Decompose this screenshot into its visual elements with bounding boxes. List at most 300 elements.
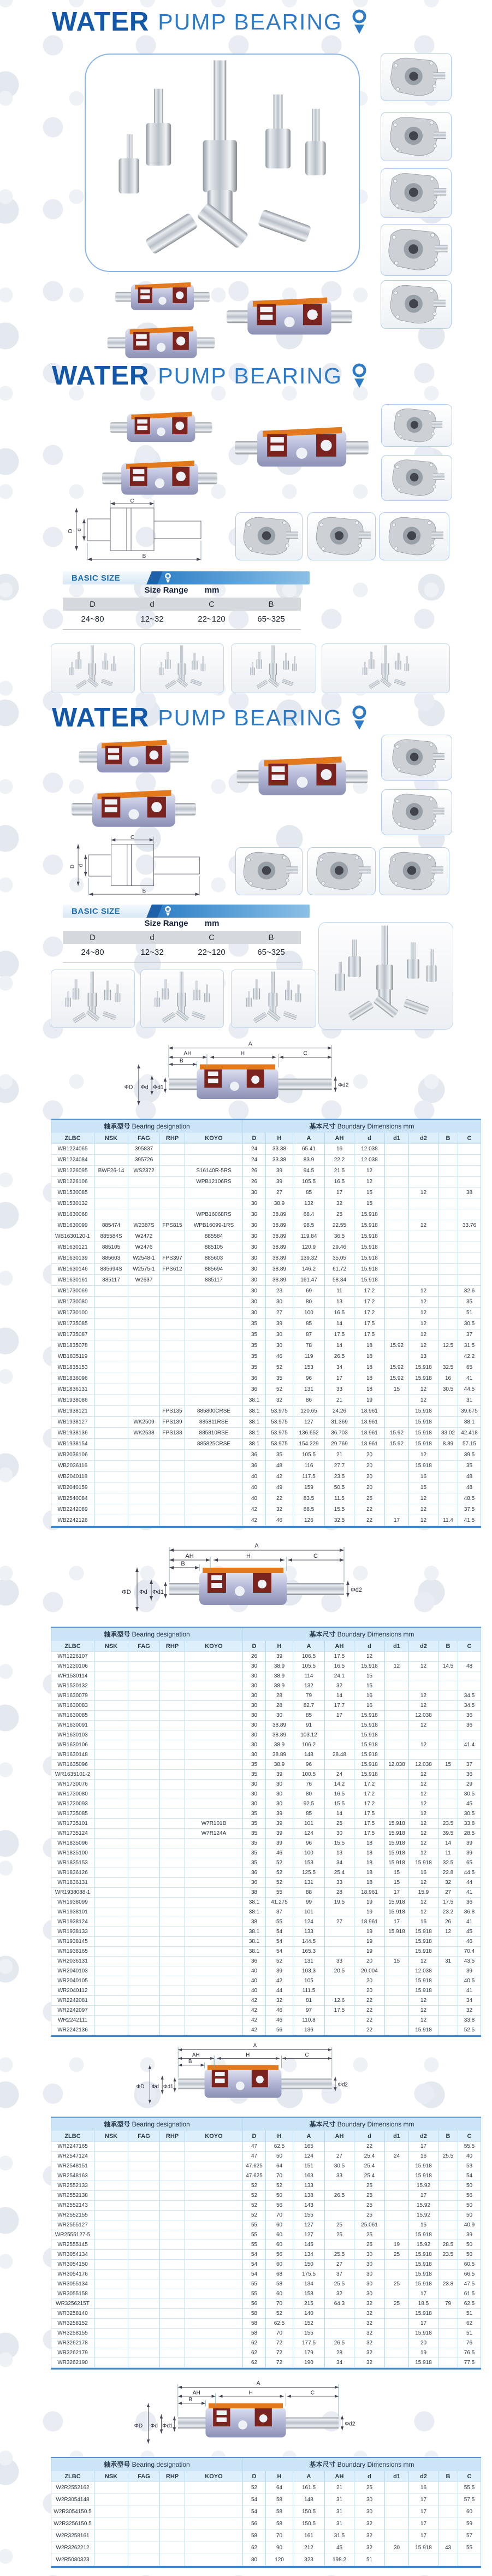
water-pump-photo bbox=[382, 405, 452, 446]
svg-text:Φd1: Φd1 bbox=[162, 2423, 173, 2429]
table-cell: 54 bbox=[243, 2250, 266, 2260]
table-cell: 30 bbox=[266, 1711, 293, 1721]
table-cell bbox=[94, 1330, 128, 1340]
table-cell: 120.9 bbox=[293, 1242, 325, 1253]
table-row bbox=[51, 1662, 481, 1671]
table-cell: 15.918 bbox=[409, 2270, 438, 2279]
bearing-shafts-photo bbox=[322, 644, 449, 693]
table-cell: 12 bbox=[409, 1829, 438, 1839]
table-cell: 33.02 bbox=[438, 1428, 458, 1439]
table-cell: 17.2 bbox=[354, 1799, 385, 1809]
table-cell bbox=[385, 2309, 409, 2319]
table-cell: 15.92 bbox=[409, 2240, 438, 2250]
line-drawing-svg bbox=[62, 498, 224, 563]
table-cell bbox=[385, 2211, 409, 2220]
table-cell: 31.5 bbox=[458, 1340, 481, 1351]
table-cell: 55 bbox=[458, 2542, 481, 2554]
table-cell: WR2040112 bbox=[51, 1986, 94, 1996]
table-cell bbox=[160, 1858, 185, 1868]
table-cell: 44 bbox=[458, 1878, 481, 1888]
table-cell: 19 bbox=[385, 2240, 409, 2250]
table-cell: 15.918 bbox=[409, 1461, 438, 1472]
table-cell: 24.1 bbox=[325, 1671, 354, 1681]
table-cell: 103.3 bbox=[293, 1966, 325, 1976]
table-cell bbox=[325, 1907, 354, 1917]
table-cell: 36 bbox=[243, 1384, 266, 1395]
table-cell bbox=[385, 1417, 409, 1428]
table-cell bbox=[385, 1789, 409, 1799]
water-pump-thumbnail bbox=[235, 847, 303, 895]
table-cell: 30.5 bbox=[458, 1789, 481, 1799]
table-cell: 52 bbox=[243, 2482, 266, 2494]
table-cell: 47.5 bbox=[458, 2279, 481, 2289]
table-cell bbox=[128, 1789, 160, 1799]
table-cell: 190 bbox=[293, 2358, 325, 2368]
table-cell: 38.9 bbox=[266, 1740, 293, 1750]
table-cell: 96 bbox=[293, 1760, 325, 1770]
table-cell bbox=[128, 2299, 160, 2309]
table-cell: 25 bbox=[325, 2220, 354, 2230]
table-cell: 28.5 bbox=[458, 1829, 481, 1839]
table-cell: 12 bbox=[409, 1721, 438, 1730]
table-cell: 87 bbox=[293, 1330, 325, 1340]
table-cell bbox=[128, 2191, 160, 2201]
table-cell: 42.418 bbox=[458, 1428, 481, 1439]
table-cell: 30.5 bbox=[325, 2161, 354, 2171]
table-cell bbox=[128, 1976, 160, 1986]
table-cell: 36.5 bbox=[325, 1231, 354, 1242]
table-cell: 17 bbox=[409, 2191, 438, 2201]
table-cell: 15.918 bbox=[409, 1927, 438, 1937]
table-cell: 24 bbox=[385, 2152, 409, 2161]
table-cell bbox=[94, 1780, 128, 1789]
table-cell: 64 bbox=[266, 2482, 293, 2494]
table-cell bbox=[385, 1308, 409, 1319]
table-cell: 16 bbox=[354, 1691, 385, 1701]
table-cell bbox=[128, 1829, 160, 1839]
designation-group-header: 轴承型号 Bearing designation bbox=[51, 1120, 243, 1133]
table-cell bbox=[128, 1966, 160, 1976]
table-cell bbox=[438, 2506, 458, 2518]
table-cell: 55 bbox=[243, 2240, 266, 2250]
table-cell bbox=[185, 2171, 243, 2181]
table-cell bbox=[94, 1177, 128, 1187]
table-row bbox=[51, 1439, 481, 1450]
table-cell bbox=[385, 1996, 409, 2006]
table-cell bbox=[128, 2025, 160, 2035]
table-cell bbox=[185, 1395, 243, 1406]
table-cell bbox=[94, 2142, 128, 2152]
table-cell: 12 bbox=[354, 1652, 385, 1662]
table-cell bbox=[94, 2329, 128, 2338]
table-cell: 32.6 bbox=[458, 1286, 481, 1297]
table-cell bbox=[185, 1760, 243, 1770]
table-cell bbox=[385, 1504, 409, 1515]
table-cell: WR3054134 bbox=[51, 2250, 94, 2260]
table-cell bbox=[409, 1198, 438, 1209]
table-cell bbox=[94, 1144, 128, 1155]
svg-text:C: C bbox=[303, 1050, 307, 1057]
table-cell: 39 bbox=[266, 1966, 293, 1976]
table-cell bbox=[385, 1986, 409, 1996]
column-header-NSK: NSK bbox=[94, 1133, 128, 1144]
table-cell: 323 bbox=[293, 2554, 325, 2566]
table-cell: 17 bbox=[325, 1373, 354, 1384]
table-cell: 45 bbox=[325, 2542, 354, 2554]
table-cell: 66.5 bbox=[458, 2270, 481, 2279]
table-cell bbox=[438, 2482, 458, 2494]
table-cell bbox=[409, 1671, 438, 1681]
table-cell bbox=[185, 2025, 243, 2035]
table-cell: 39.5 bbox=[458, 1450, 481, 1461]
table-cell bbox=[128, 2289, 160, 2299]
location-pin-icon bbox=[164, 906, 171, 917]
table-cell bbox=[438, 1319, 458, 1330]
table-cell: 30 bbox=[354, 2250, 385, 2260]
table-cell bbox=[185, 2016, 243, 2025]
table-cell: 13 bbox=[409, 1351, 438, 1362]
table-cell: 42 bbox=[243, 1996, 266, 2006]
table-cell: 17.2 bbox=[354, 1297, 385, 1308]
table-cell: 36 bbox=[243, 1450, 266, 1461]
table-cell bbox=[160, 1878, 185, 1888]
table-cell bbox=[160, 1461, 185, 1472]
table-cell bbox=[94, 2348, 128, 2358]
table-cell: 15.92 bbox=[385, 1428, 409, 1439]
table-cell: 111.5 bbox=[293, 1986, 325, 1996]
table-cell: 53.975 bbox=[266, 1406, 293, 1417]
table-cell: 18.961 bbox=[354, 1417, 385, 1428]
table-row bbox=[51, 2299, 481, 2309]
table-cell bbox=[94, 1671, 128, 1681]
table-cell bbox=[385, 1209, 409, 1220]
table-cell: 35 bbox=[243, 1330, 266, 1340]
table-cell bbox=[128, 1839, 160, 1848]
table-cell: 15.918 bbox=[409, 2358, 438, 2368]
table-cell: 15.918 bbox=[409, 1373, 438, 1384]
table-cell: 52 bbox=[266, 1957, 293, 1966]
table-cell bbox=[160, 1482, 185, 1493]
table-cell: 41.275 bbox=[266, 1898, 293, 1907]
table-cell: 30 bbox=[354, 2260, 385, 2270]
table-cell: 37 bbox=[325, 2270, 354, 2279]
svg-text:Φd2: Φd2 bbox=[345, 2421, 355, 2427]
table-cell: 30 bbox=[243, 1253, 266, 1264]
table-row bbox=[51, 1927, 481, 1937]
table-cell bbox=[385, 1406, 409, 1417]
table-cell: 57 bbox=[458, 2530, 481, 2542]
table-cell: 30.5 bbox=[458, 1809, 481, 1819]
table-cell: 12 bbox=[409, 1308, 438, 1319]
water-pump-photo bbox=[382, 790, 452, 835]
table-cell: 33.8 bbox=[458, 1819, 481, 1829]
table-cell bbox=[438, 1770, 458, 1780]
table-cell bbox=[185, 1384, 243, 1395]
table-cell: 29.769 bbox=[325, 1439, 354, 1450]
table-cell bbox=[160, 1888, 185, 1898]
table-cell: 12.5 bbox=[438, 1340, 458, 1351]
table-cell: 105.5 bbox=[293, 1450, 325, 1461]
cad-bearing-image bbox=[59, 733, 209, 779]
bearing-shafts-svg bbox=[51, 644, 134, 693]
table-cell: 16 bbox=[354, 1701, 385, 1711]
table-cell: 12 bbox=[409, 1319, 438, 1330]
banner-bar bbox=[157, 905, 310, 918]
table-cell: 30 bbox=[243, 1198, 266, 1209]
table-cell: 25 bbox=[325, 1819, 354, 1829]
table-cell: WR1836126 bbox=[51, 1868, 94, 1878]
table-cell: 18 bbox=[354, 1384, 385, 1395]
table-cell bbox=[438, 2142, 458, 2152]
table-cell: WR1635096 bbox=[51, 1760, 94, 1770]
table-cell bbox=[385, 1242, 409, 1253]
column-header-d1: d1 bbox=[385, 1133, 409, 1144]
table-cell bbox=[128, 2152, 160, 2161]
table-cell: 42 bbox=[243, 2006, 266, 2016]
table-cell: 42 bbox=[243, 2016, 266, 2025]
table-cell bbox=[185, 1996, 243, 2006]
table-cell bbox=[94, 2181, 128, 2191]
table-cell: 885825CRSE bbox=[185, 1439, 243, 1450]
table-cell bbox=[185, 2299, 243, 2309]
table-cell: 41 bbox=[458, 1888, 481, 1898]
bearing-shafts-photo bbox=[51, 970, 134, 1027]
table-cell: 52 bbox=[243, 2191, 266, 2201]
table-cell: 24.26 bbox=[325, 1406, 354, 1417]
table-cell: 16.5 bbox=[325, 1177, 354, 1187]
table-cell bbox=[438, 2016, 458, 2025]
cad-bearing-image bbox=[235, 418, 369, 475]
table-cell bbox=[438, 1809, 458, 1819]
table-cell: 60.5 bbox=[458, 2260, 481, 2270]
table-cell bbox=[385, 1220, 409, 1231]
table-cell: 15.918 bbox=[354, 1740, 385, 1750]
table-cell: 12 bbox=[409, 1330, 438, 1340]
svg-text:H: H bbox=[248, 2390, 253, 2396]
column-header-d2: d2 bbox=[409, 1641, 438, 1652]
table-cell bbox=[385, 2260, 409, 2270]
table-cell: WR1938145 bbox=[51, 1937, 94, 1947]
table-cell: 53.975 bbox=[266, 1439, 293, 1450]
table-cell bbox=[94, 1428, 128, 1439]
table-cell: 64.3 bbox=[325, 2299, 354, 2309]
table-cell: WPB12106RS bbox=[185, 1177, 243, 1187]
table-cell: 18 bbox=[354, 1362, 385, 1373]
table-cell: 12 bbox=[409, 1957, 438, 1966]
table-cell: 106.5 bbox=[293, 1652, 325, 1662]
table-cell: 30 bbox=[243, 1220, 266, 1231]
table-cell: 70 bbox=[266, 2171, 293, 2181]
table-row bbox=[51, 1472, 481, 1482]
table-cell: 15.918 bbox=[354, 1209, 385, 1220]
table-cell bbox=[409, 1750, 438, 1760]
val-B: 65~325 bbox=[257, 947, 285, 957]
table-row bbox=[51, 1898, 481, 1907]
table-cell bbox=[185, 2482, 243, 2494]
table-cell: 18.961 bbox=[354, 1888, 385, 1898]
table-cell: 15.918 bbox=[409, 1937, 438, 1947]
table-cell bbox=[160, 2494, 185, 2506]
table-cell: W2R2552162 bbox=[51, 2482, 94, 2494]
table-cell: 60 bbox=[266, 2240, 293, 2250]
table-cell bbox=[185, 1662, 243, 1671]
table-cell: 25 bbox=[385, 2299, 409, 2309]
table-cell bbox=[94, 2319, 128, 2329]
table-cell: 15.92 bbox=[409, 2211, 438, 2220]
table-cell bbox=[325, 1937, 354, 1947]
table-cell: 163 bbox=[293, 2171, 325, 2181]
table-row bbox=[51, 2171, 481, 2181]
column-header-AH: AH bbox=[325, 1641, 354, 1652]
table-cell bbox=[185, 1809, 243, 1819]
table-cell: 32 bbox=[325, 1681, 354, 1691]
table-cell: 58.34 bbox=[325, 1275, 354, 1286]
table-cell: 15.918 bbox=[409, 2279, 438, 2289]
table-cell bbox=[325, 2211, 354, 2220]
table-cell: 165.3 bbox=[293, 1947, 325, 1957]
table-cell: 117.5 bbox=[293, 1472, 325, 1482]
table-cell: 885694S bbox=[94, 1264, 128, 1275]
table-cell: 40 bbox=[243, 1986, 266, 1996]
table-cell bbox=[385, 1770, 409, 1780]
table-row bbox=[51, 2201, 481, 2211]
table-cell: 26.5 bbox=[325, 1351, 354, 1362]
table-cell: 22 bbox=[266, 1493, 293, 1504]
product-photo bbox=[231, 643, 316, 693]
table-cell bbox=[185, 1482, 243, 1493]
table-cell bbox=[128, 1996, 160, 2006]
table-cell: 27 bbox=[325, 2260, 354, 2270]
table-cell: 52 bbox=[266, 1868, 293, 1878]
column-header-FAG: FAG bbox=[128, 1133, 160, 1144]
svg-text:C: C bbox=[130, 835, 135, 841]
product-photo-tall bbox=[318, 922, 453, 1030]
table-cell: WR3262179 bbox=[51, 2348, 94, 2358]
table-cell bbox=[128, 1721, 160, 1730]
brand-header-1 bbox=[52, 7, 367, 37]
table-cell bbox=[325, 1927, 354, 1937]
table-cell bbox=[94, 2006, 128, 2016]
table-cell: 38.1 bbox=[243, 1937, 266, 1947]
table-cell bbox=[128, 1848, 160, 1858]
table-cell bbox=[185, 1957, 243, 1966]
table-cell: 36 bbox=[458, 1770, 481, 1780]
table-cell: 15.918 bbox=[354, 1760, 385, 1770]
table-cell: WB1835153 bbox=[51, 1362, 94, 1373]
table-cell: 55.5 bbox=[458, 2142, 481, 2152]
table-cell bbox=[94, 1907, 128, 1917]
column-header-NSK: NSK bbox=[94, 2471, 128, 2482]
table-cell: 47 bbox=[243, 2152, 266, 2161]
svg-text:H: H bbox=[240, 1050, 245, 1057]
table-cell: 39 bbox=[458, 1966, 481, 1976]
table-cell bbox=[438, 1177, 458, 1187]
table-cell: 91 bbox=[293, 1721, 325, 1730]
svg-text:D: D bbox=[68, 529, 74, 533]
svg-text:A: A bbox=[248, 1041, 252, 1047]
table-cell: 51 bbox=[458, 1308, 481, 1319]
table-cell: 14 bbox=[325, 1340, 354, 1351]
table-cell: 12 bbox=[409, 1839, 438, 1848]
table-cell bbox=[94, 1681, 128, 1691]
table-cell bbox=[128, 1652, 160, 1662]
table-row bbox=[51, 1907, 481, 1917]
table-cell: 395726 bbox=[128, 1155, 160, 1166]
table-cell: 44 bbox=[266, 1986, 293, 1996]
table-cell: 30 bbox=[243, 1740, 266, 1750]
table-cell: 32 bbox=[354, 2338, 385, 2348]
table-cell: 68.4 bbox=[293, 1209, 325, 1220]
table-cell bbox=[160, 1340, 185, 1351]
table-cell bbox=[185, 1155, 243, 1166]
table-cell: 58 bbox=[266, 2506, 293, 2518]
table-cell: 82.7 bbox=[293, 1701, 325, 1711]
table-cell: 22 bbox=[354, 1996, 385, 2006]
table-cell: 12 bbox=[409, 1286, 438, 1297]
table-cell bbox=[94, 1362, 128, 1373]
table-cell: 50.5 bbox=[325, 1482, 354, 1493]
table-cell bbox=[128, 2329, 160, 2338]
table-cell bbox=[409, 2554, 438, 2566]
table-cell: 144.5 bbox=[293, 1937, 325, 1947]
table-cell bbox=[128, 1691, 160, 1701]
table-cell: 32 bbox=[354, 2309, 385, 2319]
table-cell bbox=[185, 1493, 243, 1504]
table-cell: 177.5 bbox=[293, 2338, 325, 2348]
table-cell: 23.5 bbox=[325, 1472, 354, 1482]
table-cell: WR2555127-5 bbox=[51, 2230, 94, 2240]
table-cell: 34 bbox=[458, 1996, 481, 2006]
table-cell: 70 bbox=[266, 2329, 293, 2338]
table-cell: 15.918 bbox=[354, 1264, 385, 1275]
table-cell: 15.918 bbox=[409, 1858, 438, 1868]
table-cell: 46 bbox=[266, 2016, 293, 2025]
table-cell: WR2548163 bbox=[51, 2171, 94, 2181]
table-row bbox=[51, 2240, 481, 2250]
table-cell bbox=[94, 1198, 128, 1209]
table-cell bbox=[160, 1829, 185, 1839]
table-cell bbox=[94, 1730, 128, 1740]
table-cell: 35 bbox=[243, 1351, 266, 1362]
table-cell bbox=[94, 1721, 128, 1730]
table-cell bbox=[438, 2348, 458, 2358]
table-cell: 29 bbox=[458, 1780, 481, 1789]
table-cell bbox=[128, 2554, 160, 2566]
table-cell: W2575-1 bbox=[128, 1264, 160, 1275]
table-cell bbox=[185, 1927, 243, 1937]
table-cell bbox=[128, 2309, 160, 2319]
cad-bearing-image bbox=[227, 288, 352, 343]
table-cell bbox=[160, 1780, 185, 1789]
table-cell: WS2372 bbox=[128, 1166, 160, 1177]
table-cell: 50 bbox=[266, 2191, 293, 2201]
table-cell: 30 bbox=[243, 1242, 266, 1253]
table-cell bbox=[185, 2309, 243, 2319]
table-cell bbox=[128, 1286, 160, 1297]
table-cell: 30 bbox=[243, 1209, 266, 1220]
table-cell: 39 bbox=[458, 2230, 481, 2240]
column-header-A: A bbox=[293, 2471, 325, 2482]
table-cell: WR1630083 bbox=[51, 1701, 94, 1711]
table-row bbox=[51, 2025, 481, 2035]
svg-text:ΦD: ΦD bbox=[136, 2084, 145, 2090]
table-cell bbox=[160, 2191, 185, 2201]
table-cell: 68 bbox=[266, 2270, 293, 2279]
table-cell bbox=[94, 1155, 128, 1166]
table-cell: 76 bbox=[458, 2338, 481, 2348]
table-cell bbox=[94, 2201, 128, 2211]
table-cell: 29.46 bbox=[325, 1242, 354, 1253]
